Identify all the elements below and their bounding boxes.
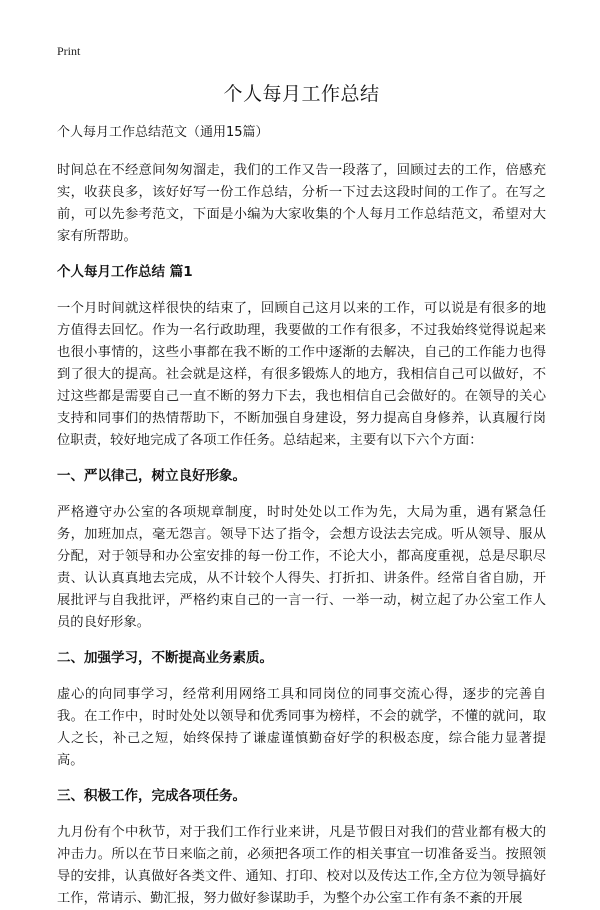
section-2-heading: 二、加强学习，不断提高业务素质。 — [57, 650, 273, 667]
article-heading: 个人每月工作总结 篇1 — [57, 264, 193, 281]
section-1-heading: 一、严以律己，树立良好形象。 — [57, 468, 246, 485]
section-1-text: 严格遵守办公室的各项规章制度，时时处处以工作为先，大局为重，遇有紧急任务，加班加点，毫无怨言。领导下达了指令，会想方设法去完成。听从领导、服从分配，对于领导和办公室安排的每一份工作，不论大小，都高度重视，总是尽职尽责、认认真真地去完成，从不计较个人得失、打折扣、讲条件。经常自省自励，开展批评与自我批评，严格约束自己的一言一行、一举一动，树立起了办公室工作人员的良好形象。 — [57, 505, 546, 631]
intro-paragraph: 时间总在不经意间匆匆溜走，我们的工作又告一段落了，回顾过去的工作，倍感充实，收获良多，该好好写一份工作总结，分析一下过去这段时间的工作了。在写之前，可以先参考范文，下面是小编为大家收集的个人每月工作总结范文，希望对大家有所帮助。 — [57, 163, 546, 245]
section-3-heading: 三、积极工作，完成各项任务。 — [57, 788, 246, 805]
page-title: 个人每月工作总结 — [223, 83, 380, 105]
print-link[interactable]: Print — [57, 44, 81, 58]
paragraph-1: 一个月时间就这样很快的结束了，回顾自己这月以来的工作，可以说是有很多的地方值得去回忆。作为一名行政助理，我要做的工作有很多，不过我始终觉得说起来也很小事情的，这些小事都在我不断的工作中逐渐的去解决，自己的工作能力也得到了很大的提高。社会就是这样，有很多锻炼人的地方，我相信自己可以做好，不过这些都是需要自己一直不断的努力下去，我也相信自己会做好的。在领导的关心支持和同事们的热情帮助下，不断加强自身建设，努力提高自身修养，认真履行岗位职责，较好地完成了各项工作任务。总结起来，主要有以下六个方面： — [57, 301, 546, 449]
section-3-text: 九月份有个中秋节，对于我们工作行业来讲，凡是节假日对我们的营业都有极大的冲击力。所以在节日来临之前，必须把各项工作的相关事宜一切准备妥当。按照领导的安排，认真做好各类文件、通知、打印、校对以及传达工作,全方位为领导搞好工作，常请示、勤汇报，努力做好参谋助手，为整个办公室工作有条不紊的开展 — [57, 825, 546, 907]
section-2-text: 虚心的向同事学习，经常利用网络工具和同岗位的同事交流心得，逐步的完善自我。在工作中，时时处处以领导和优秀同事为榜样，不会的就学，不懂的就问，取人之长，补己之短，始终保持了谦虚谨慎勤奋好学的积极态度，综合能力显著提高。 — [57, 687, 546, 769]
subtitle: 个人每月工作总结范文（通用15篇） — [57, 125, 269, 140]
